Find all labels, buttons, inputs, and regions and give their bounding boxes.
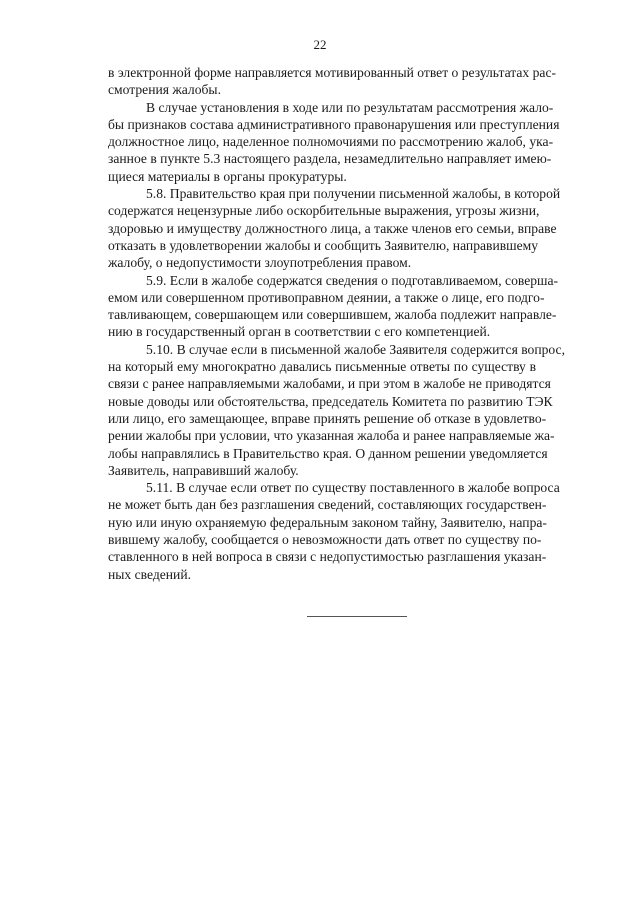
text-line: в электронной форме направляется мотивированный ответ о результатах рас- — [108, 65, 557, 80]
text-line: нию в государственный орган в соответствии с его компетенцией. — [108, 324, 491, 340]
paragraph-continuation — [108, 64, 557, 99]
text-line: ных сведений. — [108, 566, 192, 582]
paragraph-5-11 — [108, 479, 560, 583]
text-line: или лицо, его замещающее, вправе принять решение об отказе в удовлетво- — [108, 410, 547, 426]
page-number: 22 — [313, 37, 327, 52]
text-line: рении жалобы при условии, что указанная жалоба и ранее направляемые жа- — [108, 428, 555, 444]
text-line: 5.8. Правительство края при получении письменной жалобы, в которой — [146, 186, 561, 202]
text-line: В случае установления в ходе или по результатам рассмотрения жало- — [146, 99, 554, 115]
text-line: Заявитель, направивший жалобу. — [108, 462, 299, 478]
text-line: ную или иную охраняемую федеральным законом тайну, Заявителю, напра- — [108, 514, 547, 530]
text-line: емом или совершенном противоправном деянии, а также о лице, его подго- — [108, 289, 545, 305]
text-line: жалобу, о недопустимости злоупотребления правом. — [108, 255, 412, 271]
text-line: 5.11. В случае если ответ по существу поставленного в жалобе вопроса — [146, 480, 560, 496]
text-line: занное в пункте 5.3 настоящего раздела, незамедлительно направляет имею- — [108, 151, 552, 167]
paragraph-5-8 — [108, 185, 561, 271]
text-line: должностное лицо, наделенное полномочиями по рассмотрению жалоб, ука- — [108, 134, 554, 150]
text-line: 5.10. В случае если в письменной жалобе Заявителя содержится вопрос, — [146, 341, 565, 357]
text-line: на который ему многократно давались письменные ответы по существу в — [108, 359, 536, 375]
text-line: вившему жалобу, сообщается о невозможности дать ответ по существу по- — [108, 532, 542, 548]
paragraph-5-10 — [108, 341, 565, 479]
text-line: тавливающем, совершающем или совершившем, жалоба подлежит направле- — [108, 307, 557, 323]
text-line: бы признаков состава административного правонарушения или преступления — [108, 116, 560, 132]
text-line: связи с ранее направляемыми жалобами, и при этом в жалобе не приводятся — [108, 376, 551, 392]
text-line: ставленного в ней вопроса в связи с недопустимостью разглашения указан- — [108, 549, 547, 565]
end-divider — [307, 616, 407, 617]
text-line: не может быть дан без разглашения сведений, составляющих государствен- — [108, 497, 547, 513]
text-line: содержатся нецензурные либо оскорбительные выражения, угрозы жизни, — [108, 203, 540, 219]
text-line: 5.9. Если в жалобе содержатся сведения о подготавливаемом, соверша- — [146, 272, 559, 288]
paragraph-5-9 — [108, 272, 559, 341]
text-line: новые доводы или обстоятельства, председатель Комитета по развитию ТЭК — [108, 393, 553, 409]
paragraph-violation — [108, 99, 560, 185]
text-line: щиеся материалы в органы прокуратуры. — [108, 168, 347, 184]
text-line: лобы направлялись в Правительство края. О данном решении уведомляется — [108, 445, 548, 461]
text-line: отказать в удовлетворении жалобы и сообщить Заявителю, направившему — [108, 237, 539, 253]
text-line: здоровью и имуществу должностного лица, а также членов его семьи, вправе — [108, 220, 557, 236]
document-body — [108, 64, 565, 583]
text-line: смотрения жалобы. — [108, 82, 221, 98]
